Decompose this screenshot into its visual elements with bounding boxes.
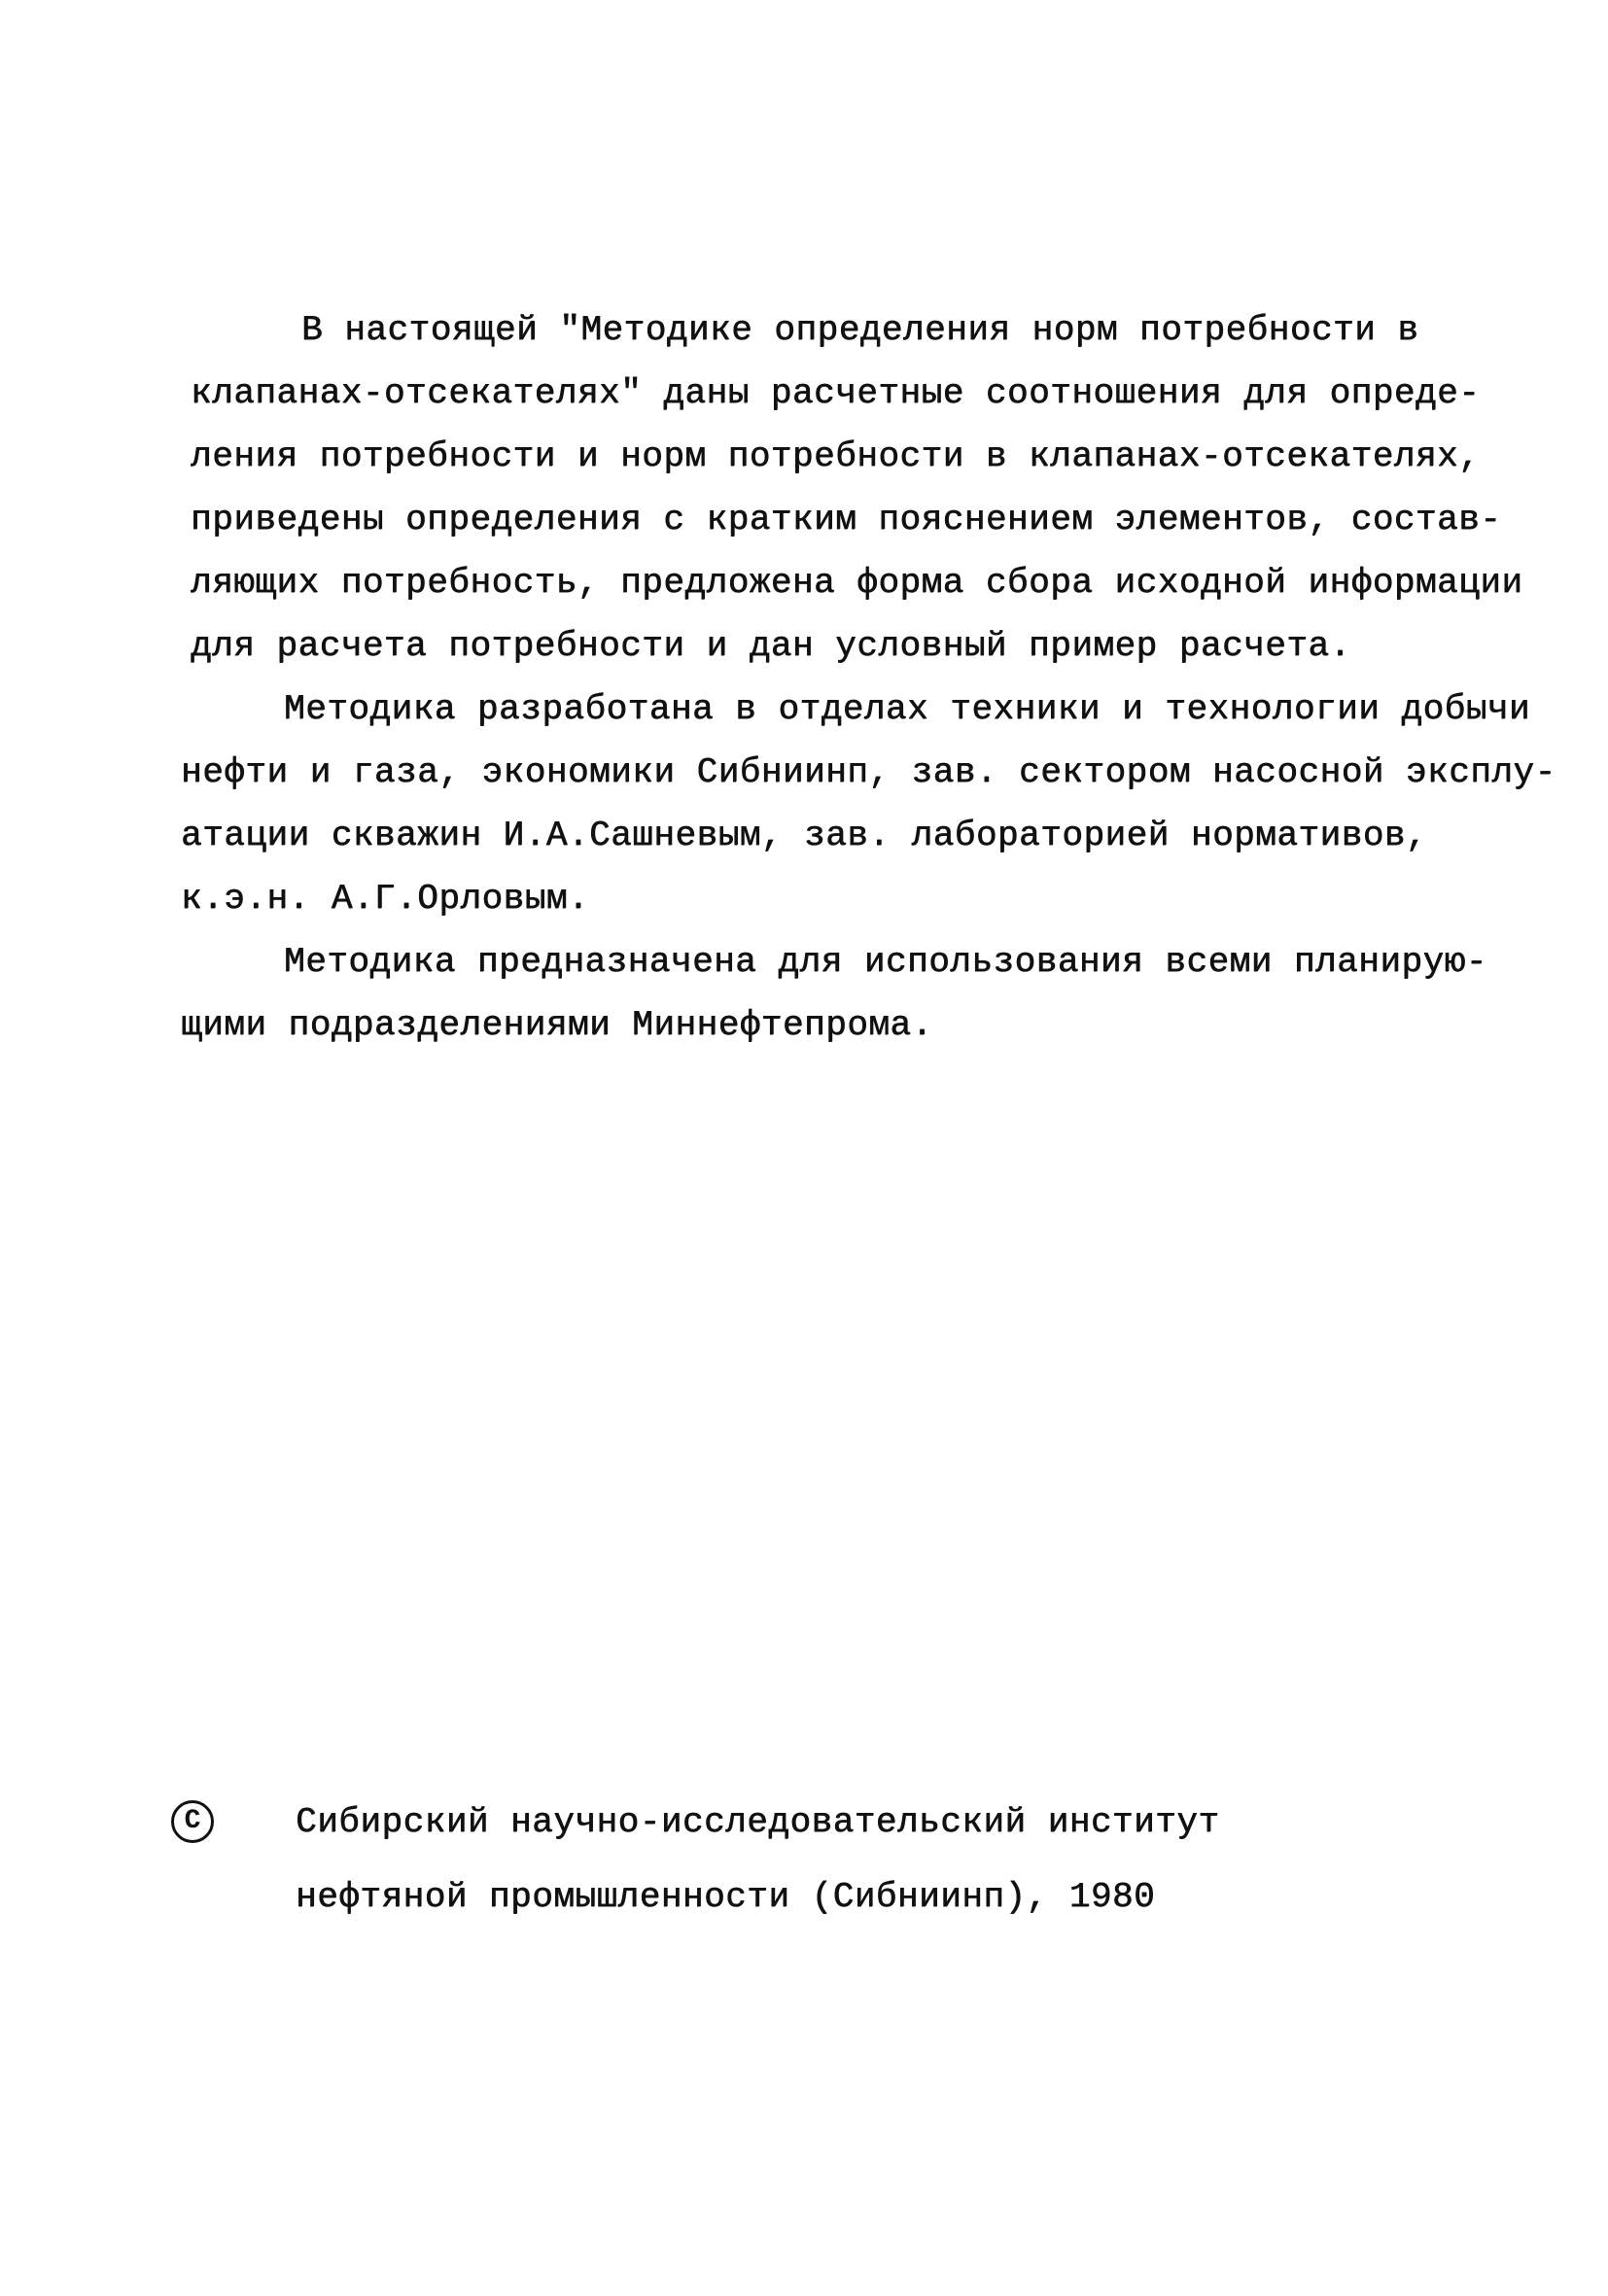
paragraph-1-line-5: ляющих потребность, предложена форма сбора исходной информации — [191, 563, 1523, 603]
paragraph-1-line-2: клапанах-отсекателях" даны расчетные соотношения для опреде- — [191, 373, 1481, 413]
paragraph-1-line-6: для расчета потребности и дан условный пример расчета. — [191, 626, 1351, 666]
paragraph-3-line-2: щими подразделениями Миннефтепрома. — [181, 1005, 933, 1045]
paragraph-1-line-3: ления потребности и норм потребности в клапанах-отсекателях, — [191, 436, 1481, 476]
paragraph-2-line-1: Методика разработана в отделах техники и технологии добычи — [284, 689, 1531, 729]
paragraph-2-line-4: к.э.н. А.Г.Орловым. — [181, 879, 589, 919]
paragraph-1-line-4: приведены определения с кратким пояснением элементов, состав- — [191, 500, 1502, 539]
copyright-icon — [171, 1800, 214, 1843]
copyright-symbol: C — [184, 1806, 201, 1836]
paragraph-2-line-3: атации скважин И.А.Сашневым, зав. лабораторией нормативов, — [181, 816, 1428, 855]
copyright-line-1: Сибирский научно-исследовательский институт — [296, 1802, 1220, 1842]
paragraph-3-line-1: Методика предназначена для использования всеми планирую- — [284, 942, 1487, 982]
paragraph-1-line-1: В настоящей "Методике определения норм потребности в — [301, 310, 1419, 350]
paragraph-2-line-2: нефти и газа, экономики Сибниинп, зав. сектором насосной эксплу- — [181, 752, 1556, 792]
copyright-line-2: нефтяной промышленности (Сибниинп), 1980 — [296, 1877, 1156, 1917]
